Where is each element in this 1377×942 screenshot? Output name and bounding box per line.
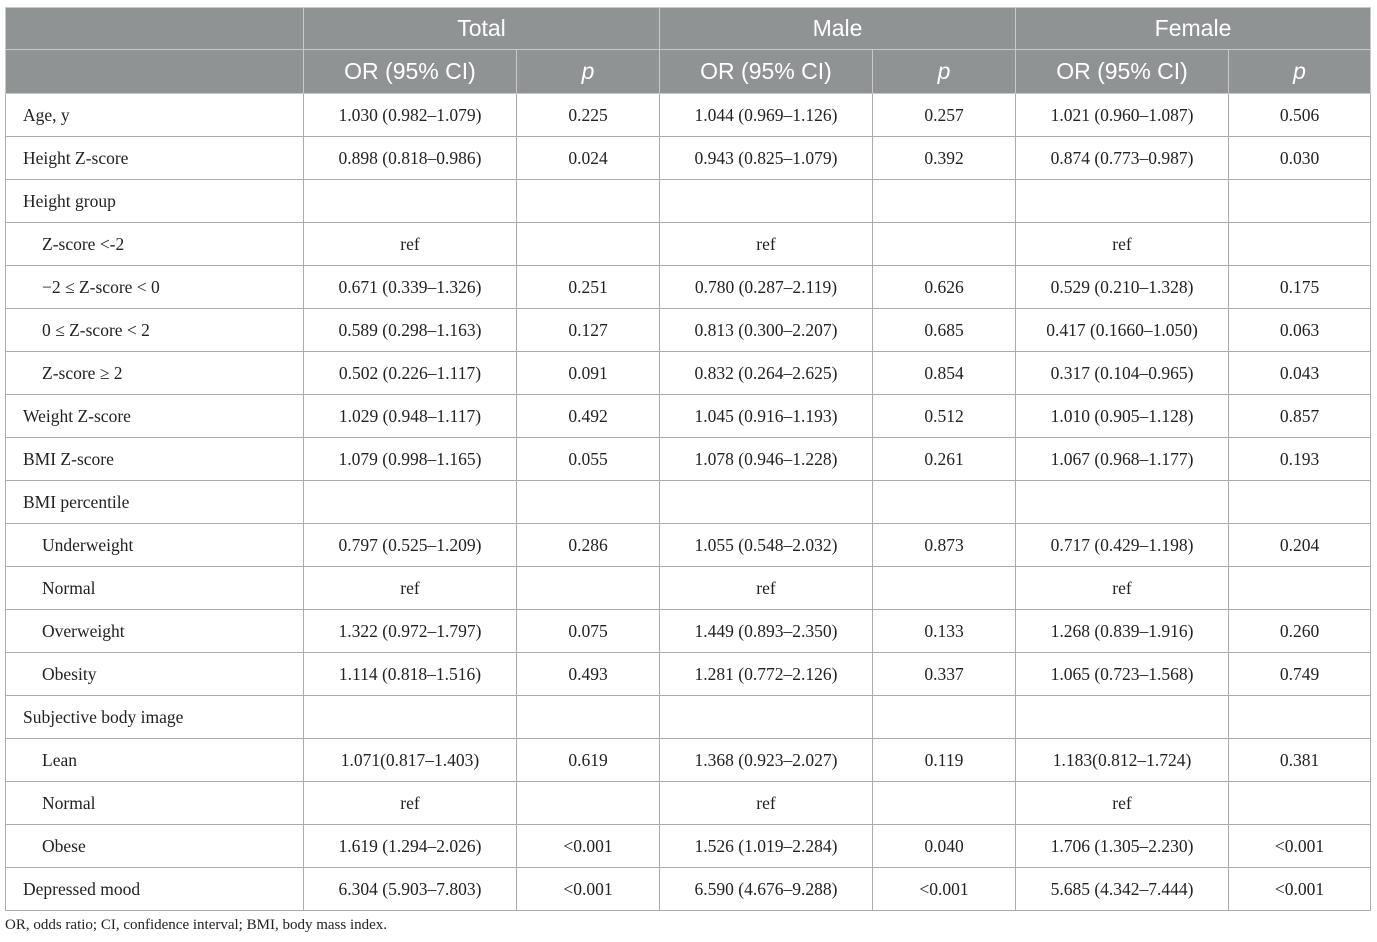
cell-or-total: 1.029 (0.948–1.117) xyxy=(304,395,517,438)
table-row xyxy=(6,180,1371,223)
cell-or-male: 1.044 (0.969–1.126) xyxy=(660,94,873,137)
cell-or-total: ref xyxy=(304,223,517,266)
row-label: −2 ≤ Z-score < 0 xyxy=(6,266,304,309)
cell-or-male xyxy=(660,180,873,223)
row-label: Lean xyxy=(6,739,304,782)
table-row xyxy=(6,309,1371,352)
row-label: Height group xyxy=(6,180,304,223)
cell-p-male xyxy=(873,782,1016,825)
table-row xyxy=(6,868,1371,911)
cell-p-total: 0.493 xyxy=(517,653,660,696)
cell-or-male: 6.590 (4.676–9.288) xyxy=(660,868,873,911)
table-row xyxy=(6,696,1371,739)
cell-p-total: 0.492 xyxy=(517,395,660,438)
cell-p-total: <0.001 xyxy=(517,825,660,868)
cell-or-female: 1.010 (0.905–1.128) xyxy=(1016,395,1229,438)
cell-or-male: 1.078 (0.946–1.228) xyxy=(660,438,873,481)
cell-p-male: 0.337 xyxy=(873,653,1016,696)
cell-p-female: 0.506 xyxy=(1229,94,1371,137)
table-row xyxy=(6,137,1371,180)
cell-or-total: ref xyxy=(304,782,517,825)
table-row xyxy=(6,739,1371,782)
cell-or-total: 1.079 (0.998–1.165) xyxy=(304,438,517,481)
cell-p-female: 0.381 xyxy=(1229,739,1371,782)
row-label: Overweight xyxy=(6,610,304,653)
cell-or-female: ref xyxy=(1016,223,1229,266)
cell-p-male: 0.119 xyxy=(873,739,1016,782)
row-label: Weight Z-score xyxy=(6,395,304,438)
cell-or-female: 5.685 (4.342–7.444) xyxy=(1016,868,1229,911)
cell-p-total: <0.001 xyxy=(517,868,660,911)
cell-p-female xyxy=(1229,696,1371,739)
cell-p-male: 0.512 xyxy=(873,395,1016,438)
table-row xyxy=(6,395,1371,438)
table-footnote: OR, odds ratio; CI, confidence interval; BMI, body mass index. xyxy=(5,917,388,933)
cell-or-male: ref xyxy=(660,567,873,610)
cell-p-female xyxy=(1229,180,1371,223)
cell-p-female: 0.030 xyxy=(1229,137,1371,180)
cell-p-total: 0.225 xyxy=(517,94,660,137)
cell-p-female: 0.043 xyxy=(1229,352,1371,395)
cell-or-total: 0.898 (0.818–0.986) xyxy=(304,137,517,180)
header-group-total: Total xyxy=(304,8,660,50)
cell-p-total: 0.075 xyxy=(517,610,660,653)
cell-p-total: 0.055 xyxy=(517,438,660,481)
cell-p-male: 0.133 xyxy=(873,610,1016,653)
cell-or-total: 1.619 (1.294–2.026) xyxy=(304,825,517,868)
odds-ratio-table xyxy=(5,7,1371,911)
cell-p-male: 0.392 xyxy=(873,137,1016,180)
cell-p-total: 0.286 xyxy=(517,524,660,567)
cell-or-total: 0.502 (0.226–1.117) xyxy=(304,352,517,395)
cell-or-female xyxy=(1016,696,1229,739)
header-p-female: p xyxy=(1229,50,1371,94)
cell-or-male: 1.449 (0.893–2.350) xyxy=(660,610,873,653)
row-label: BMI Z-score xyxy=(6,438,304,481)
cell-p-total xyxy=(517,223,660,266)
cell-or-male: ref xyxy=(660,782,873,825)
cell-p-male: <0.001 xyxy=(873,868,1016,911)
cell-p-total xyxy=(517,481,660,524)
cell-p-female: 0.193 xyxy=(1229,438,1371,481)
cell-or-male: 0.832 (0.264–2.625) xyxy=(660,352,873,395)
cell-or-male: 1.281 (0.772–2.126) xyxy=(660,653,873,696)
cell-or-male: 0.780 (0.287–2.119) xyxy=(660,266,873,309)
row-label: Z-score <-2 xyxy=(6,223,304,266)
table-row xyxy=(6,438,1371,481)
row-label: Obesity xyxy=(6,653,304,696)
header-blank-corner xyxy=(6,8,304,50)
cell-p-total xyxy=(517,180,660,223)
table-header xyxy=(6,8,1371,94)
cell-p-female: 0.260 xyxy=(1229,610,1371,653)
cell-or-total: ref xyxy=(304,567,517,610)
header-group-male: Male xyxy=(660,8,1016,50)
cell-or-total: 1.322 (0.972–1.797) xyxy=(304,610,517,653)
header-or-male: OR (95% CI) xyxy=(660,50,873,94)
cell-p-female xyxy=(1229,223,1371,266)
cell-p-male xyxy=(873,180,1016,223)
cell-or-female: 0.717 (0.429–1.198) xyxy=(1016,524,1229,567)
row-label: 0 ≤ Z-score < 2 xyxy=(6,309,304,352)
cell-or-male: 1.526 (1.019–2.284) xyxy=(660,825,873,868)
row-label: Depressed mood xyxy=(6,868,304,911)
cell-p-male: 0.257 xyxy=(873,94,1016,137)
cell-p-male xyxy=(873,481,1016,524)
cell-p-female: <0.001 xyxy=(1229,868,1371,911)
cell-or-male: 0.943 (0.825–1.079) xyxy=(660,137,873,180)
cell-p-male: 0.873 xyxy=(873,524,1016,567)
cell-or-total xyxy=(304,696,517,739)
cell-or-female: ref xyxy=(1016,567,1229,610)
cell-or-female: 0.874 (0.773–0.987) xyxy=(1016,137,1229,180)
row-label: Z-score ≥ 2 xyxy=(6,352,304,395)
results-table-container xyxy=(5,7,1370,911)
table-row xyxy=(6,94,1371,137)
row-label: Normal xyxy=(6,567,304,610)
header-group-female: Female xyxy=(1016,8,1371,50)
cell-or-total: 1.114 (0.818–1.516) xyxy=(304,653,517,696)
header-or-total: OR (95% CI) xyxy=(304,50,517,94)
cell-or-male: 1.045 (0.916–1.193) xyxy=(660,395,873,438)
row-label: BMI percentile xyxy=(6,481,304,524)
table-body xyxy=(6,94,1371,911)
cell-p-total: 0.127 xyxy=(517,309,660,352)
table-row xyxy=(6,481,1371,524)
cell-or-female: 0.417 (0.1660–1.050) xyxy=(1016,309,1229,352)
cell-p-total xyxy=(517,696,660,739)
table-row xyxy=(6,567,1371,610)
cell-or-total: 0.797 (0.525–1.209) xyxy=(304,524,517,567)
cell-p-female xyxy=(1229,782,1371,825)
cell-p-total xyxy=(517,782,660,825)
cell-p-female: 0.749 xyxy=(1229,653,1371,696)
table-row xyxy=(6,352,1371,395)
table-row xyxy=(6,610,1371,653)
table-row xyxy=(6,524,1371,567)
row-label: Height Z-score xyxy=(6,137,304,180)
cell-or-female: 1.065 (0.723–1.568) xyxy=(1016,653,1229,696)
cell-p-female: <0.001 xyxy=(1229,825,1371,868)
cell-or-female: 1.706 (1.305–2.230) xyxy=(1016,825,1229,868)
header-or-female: OR (95% CI) xyxy=(1016,50,1229,94)
table-row xyxy=(6,825,1371,868)
cell-p-total: 0.251 xyxy=(517,266,660,309)
cell-or-female: 1.268 (0.839–1.916) xyxy=(1016,610,1229,653)
cell-p-female: 0.204 xyxy=(1229,524,1371,567)
cell-p-total xyxy=(517,567,660,610)
cell-p-male: 0.040 xyxy=(873,825,1016,868)
cell-or-total: 1.071(0.817–1.403) xyxy=(304,739,517,782)
cell-p-male: 0.261 xyxy=(873,438,1016,481)
cell-p-male xyxy=(873,696,1016,739)
row-label: Normal xyxy=(6,782,304,825)
cell-p-total: 0.091 xyxy=(517,352,660,395)
cell-p-male xyxy=(873,223,1016,266)
header-p-male: p xyxy=(873,50,1016,94)
cell-p-male: 0.626 xyxy=(873,266,1016,309)
cell-or-total: 6.304 (5.903–7.803) xyxy=(304,868,517,911)
cell-or-female: 1.183(0.812–1.724) xyxy=(1016,739,1229,782)
cell-or-female: 1.021 (0.960–1.087) xyxy=(1016,94,1229,137)
table-row xyxy=(6,223,1371,266)
cell-or-male: 1.055 (0.548–2.032) xyxy=(660,524,873,567)
cell-p-female xyxy=(1229,567,1371,610)
cell-p-male: 0.854 xyxy=(873,352,1016,395)
cell-p-female: 0.175 xyxy=(1229,266,1371,309)
cell-p-female xyxy=(1229,481,1371,524)
cell-or-total xyxy=(304,180,517,223)
cell-p-female: 0.063 xyxy=(1229,309,1371,352)
cell-or-male: 1.368 (0.923–2.027) xyxy=(660,739,873,782)
table-row xyxy=(6,266,1371,309)
cell-or-female: ref xyxy=(1016,782,1229,825)
cell-or-female: 0.317 (0.104–0.965) xyxy=(1016,352,1229,395)
row-label: Obese xyxy=(6,825,304,868)
cell-or-total: 0.671 (0.339–1.326) xyxy=(304,266,517,309)
cell-or-female xyxy=(1016,481,1229,524)
cell-or-male: 0.813 (0.300–2.207) xyxy=(660,309,873,352)
cell-or-total: 1.030 (0.982–1.079) xyxy=(304,94,517,137)
cell-or-female: 1.067 (0.968–1.177) xyxy=(1016,438,1229,481)
header-blank-label xyxy=(6,50,304,94)
table-row xyxy=(6,782,1371,825)
header-p-total: p xyxy=(517,50,660,94)
row-label: Subjective body image xyxy=(6,696,304,739)
cell-or-male: ref xyxy=(660,223,873,266)
cell-p-total: 0.024 xyxy=(517,137,660,180)
cell-p-total: 0.619 xyxy=(517,739,660,782)
cell-or-total xyxy=(304,481,517,524)
row-label: Underweight xyxy=(6,524,304,567)
cell-p-male xyxy=(873,567,1016,610)
cell-or-male xyxy=(660,481,873,524)
cell-or-total: 0.589 (0.298–1.163) xyxy=(304,309,517,352)
row-label: Age, y xyxy=(6,94,304,137)
table-row xyxy=(6,653,1371,696)
cell-or-male xyxy=(660,696,873,739)
cell-or-female: 0.529 (0.210–1.328) xyxy=(1016,266,1229,309)
cell-p-male: 0.685 xyxy=(873,309,1016,352)
cell-p-female: 0.857 xyxy=(1229,395,1371,438)
cell-or-female xyxy=(1016,180,1229,223)
